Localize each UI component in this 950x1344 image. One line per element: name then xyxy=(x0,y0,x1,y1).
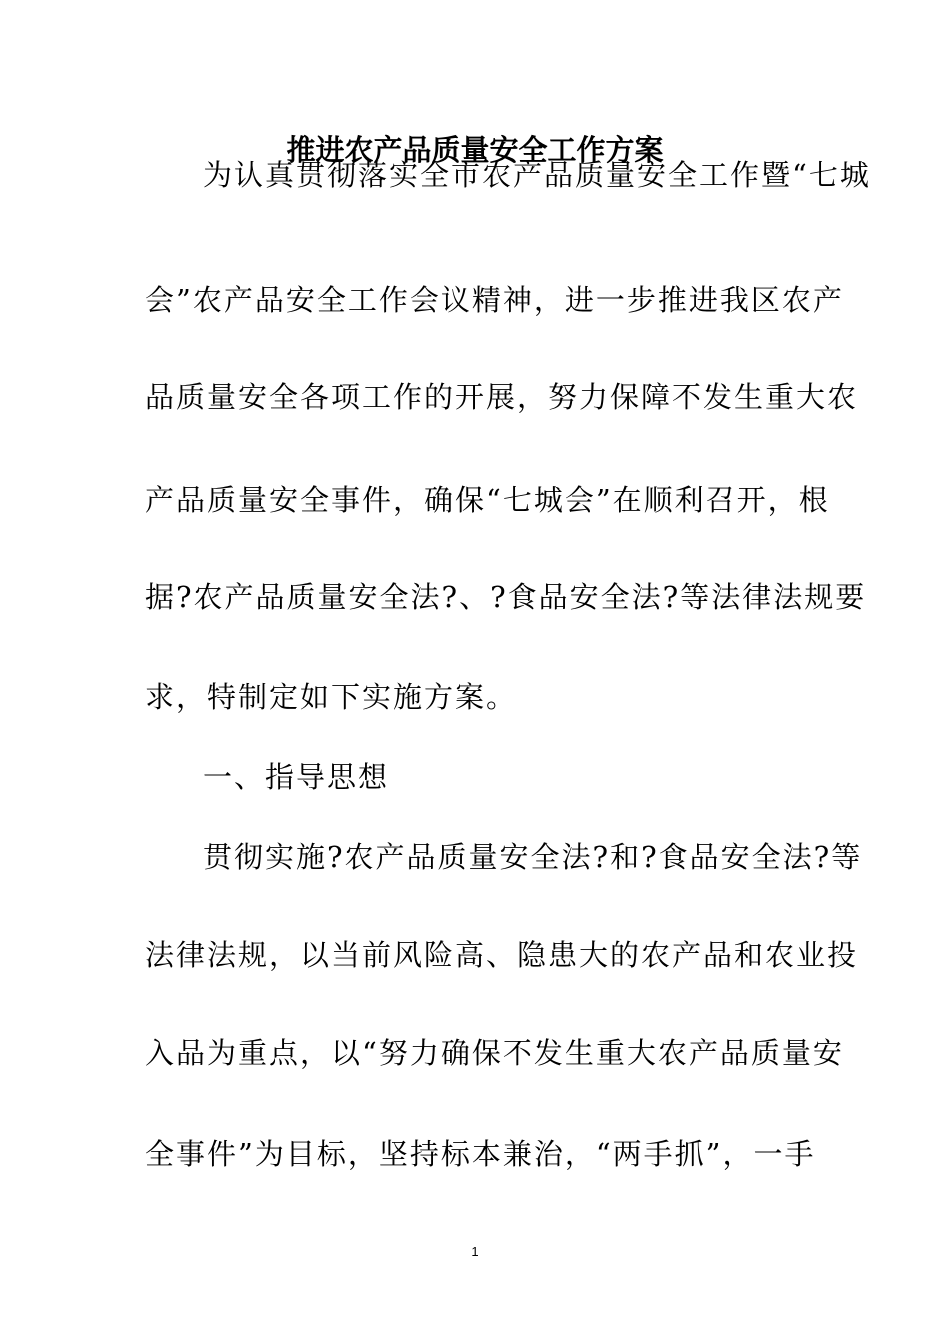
page-title: 推进农产品质量安全工作方案 xyxy=(286,133,664,167)
paragraph-line: 全事件”为目标，坚持标本兼治，“两手抓”，一手 xyxy=(145,1137,816,1171)
paragraph-line: 贯彻实施?农产品质量安全法?和?食品安全法?等 xyxy=(203,840,863,874)
paragraph-line: 求，特制定如下实施方案。 xyxy=(145,680,518,714)
page-number: 1 xyxy=(471,1244,479,1259)
paragraph-line: 会”农产品安全工作会议精神，进一步推进我区农产 xyxy=(145,283,844,317)
section-heading: 一、指导思想 xyxy=(203,760,390,794)
paragraph-line: 据?农产品质量安全法?、?食品安全法?等法律法规要 xyxy=(145,580,867,614)
paragraph-line: 法律法规，以当前风险高、隐患大的农产品和农业投 xyxy=(145,938,859,972)
paragraph-line: 为认真贯彻落实全市农产品质量安全工作暨“七城 xyxy=(203,158,871,192)
paragraph-line: 品质量安全各项工作的开展，努力保障不发生重大农 xyxy=(145,380,859,414)
paragraph-line: 产品质量安全事件，确保“七城会”在顺利召开，根 xyxy=(145,483,830,517)
paragraph-line: 入品为重点，以“努力确保不发生重大农产品质量安 xyxy=(145,1036,844,1070)
